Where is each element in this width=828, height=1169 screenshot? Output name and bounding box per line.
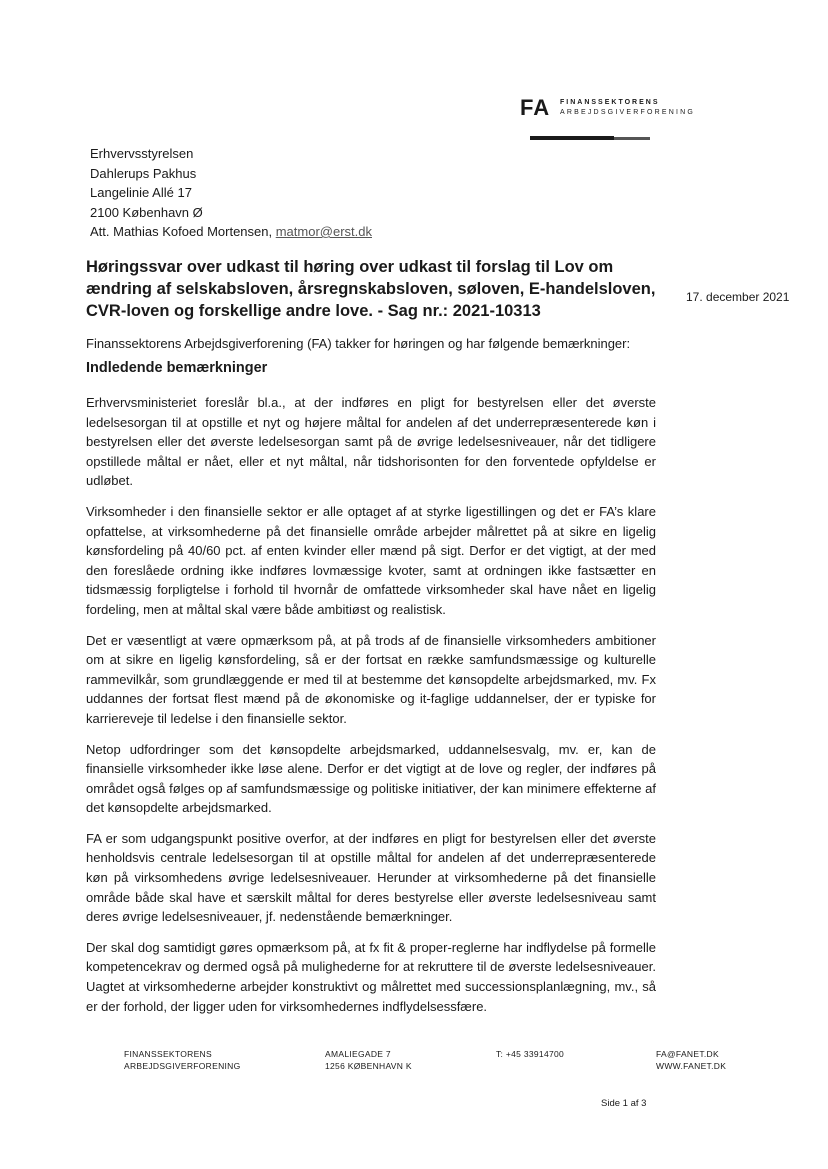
footer-phone-number: T: +45 33914700: [496, 1049, 565, 1059]
logo-text-line2: ARBEJDSGIVERFORENING: [560, 109, 696, 116]
attention-line: [90, 222, 372, 242]
footer-addr-line1: AMALIEGADE 7: [325, 1049, 391, 1059]
footer-phone: [496, 1048, 564, 1060]
paragraph: FA er som udgangspunkt positive overfor, at der indføres en pligt for bestyrelsen eller det øverste henholdsvis centrale ledelsesorgan til at opstille måltal for andelen af det underrepræsenterede køn på virksomhedens øvrige ledelsesniveauer. Herunder at virksomhederne på det finansielle område både skal have et særskilt måltal for deres bestyrelse eller øverste ledelsesniveau samt deres øvrige ledelsesniveauer, jf. nedenstående bemærkninger.: [86, 830, 656, 925]
paragraph: Erhvervsministeriet foreslår bl.a., at der indføres en pligt for bestyrelsen eller det øverste ledelsesorgan til at opstille et nyt og højere måltal for andelen af det underrepræsenterede køn i bestyrelsen eller det øverste ledelsesorgan samt på de øvrige ledelsesniveauer, når det tidligere opstillede måltal er nået, eller et nyt måltal, når tidshorisonten for den forventede opfyldelse er udløbet.: [86, 395, 656, 489]
footer-address: [325, 1048, 412, 1072]
page-number: Side 1 af 3: [601, 1098, 647, 1109]
body-text: [86, 393, 656, 1027]
address-line: Langelinie Allé 17: [90, 185, 192, 200]
intro-text: Finanssektorens Arbejdsgiverforening (FA) takker for høringen og har følgende bemærkninger:: [86, 336, 631, 351]
paragraph: Det er væsentligt at være opmærksom på, at på trods af de finansielle virksomheders ambitioner om at sikre en ligelig kønsfordeling, så er der fortsat en række samfundsmæssige og kulturelle rammevilkår, som grundlæggende er med til at bestemme det kønsopdelte arbejdsmarked, mv. Fx uddannes der fortsat flest mænd på de økonomiske og it-faglige uddannelser, der er typiske for karriereveje til ledelse i den finansielle sektor.: [86, 632, 656, 726]
address-line: Erhvervsstyrelsen: [90, 146, 194, 161]
logo-underline-accent: [614, 137, 650, 140]
paragraph: Virksomheder i den finansielle sektor er alle optaget af at styrke ligestillingen og det er FA’s klare opfattelse, at virksomhederne på det finansielle område arbejder målrettet på at sikre en ligelig kønsfordeling på 40/60 pct. af enten kvinder eller mænd på sigt. Derfor er det vigtigt, at der med den foreslåede ordning ikke indføres lovmæssige kvoter, samt at ordningen ikke fastsætter en tidsmæssig forpligtelse i forhold til hvornår de omfattede virksomheder skal have nået en ligelig fordeling, men at måltal skal være både ambitiøst og realistisk.: [86, 503, 656, 617]
footer-website: WWW.FANET.DK: [656, 1061, 727, 1071]
logo-mark: FA: [520, 95, 551, 120]
footer-organization: [124, 1048, 241, 1072]
recipient-address: [90, 144, 372, 242]
footer-email: FA@FANET.DK: [656, 1049, 719, 1059]
paragraph: Der skal dog samtidigt gøres opmærksom på, at fx fit & proper-reglerne har indflydelse på formelle kompetencekrav og dermed også på mulighederne for at rekruttere til de øverste ledelsesniveauer. Uagtet at virksomhederne arbejder konstruktivt og målrettet med successionsplanlægning, mv., så er der forhold, der ligger uden for virksomhedernes indflydelsessfære.: [86, 939, 656, 1014]
footer-org-line1: FINANSSEKTORENS: [124, 1049, 212, 1059]
footer-addr-line2: 1256 KØBENHAVN K: [325, 1061, 412, 1071]
document-title: Høringssvar over udkast til høring over udkast til forslag til Lov om ændring af selskabsloven, årsregnskabsloven, søloven, E-handelsloven, CVR-loven og forskellige andre love. - Sag nr.: 2021-10313: [86, 258, 656, 320]
recipient-email-link[interactable]: matmor@erst.dk: [275, 224, 372, 239]
logo-text-line1: FINANSSEKTORENS: [560, 99, 660, 106]
address-line: 2100 København Ø: [90, 204, 203, 220]
footer-org-line2: ARBEJDSGIVERFORENING: [124, 1061, 241, 1071]
fa-logo: [520, 96, 700, 156]
document-date: 17. december 2021: [686, 290, 790, 304]
section-heading: Indledende bemærkninger: [86, 360, 268, 376]
attention-name: Att. Mathias Kofoed Mortensen,: [90, 224, 276, 239]
footer-contact: [656, 1048, 726, 1072]
logo-underline: [530, 136, 614, 140]
paragraph: Netop udfordringer som det kønsopdelte arbejdsmarked, uddannelsesvalg, mv. er, kan de finansielle virksomheder ikke løse alene. Derfor er det vigtigt at de love og regler, der indføres på området også følges op af samfundsmæssige og politiske initiativer, der kan minimere effekterne af det kønsopdelte arbejdsmarked.: [86, 741, 656, 816]
address-line: Dahlerups Pakhus: [90, 165, 197, 181]
